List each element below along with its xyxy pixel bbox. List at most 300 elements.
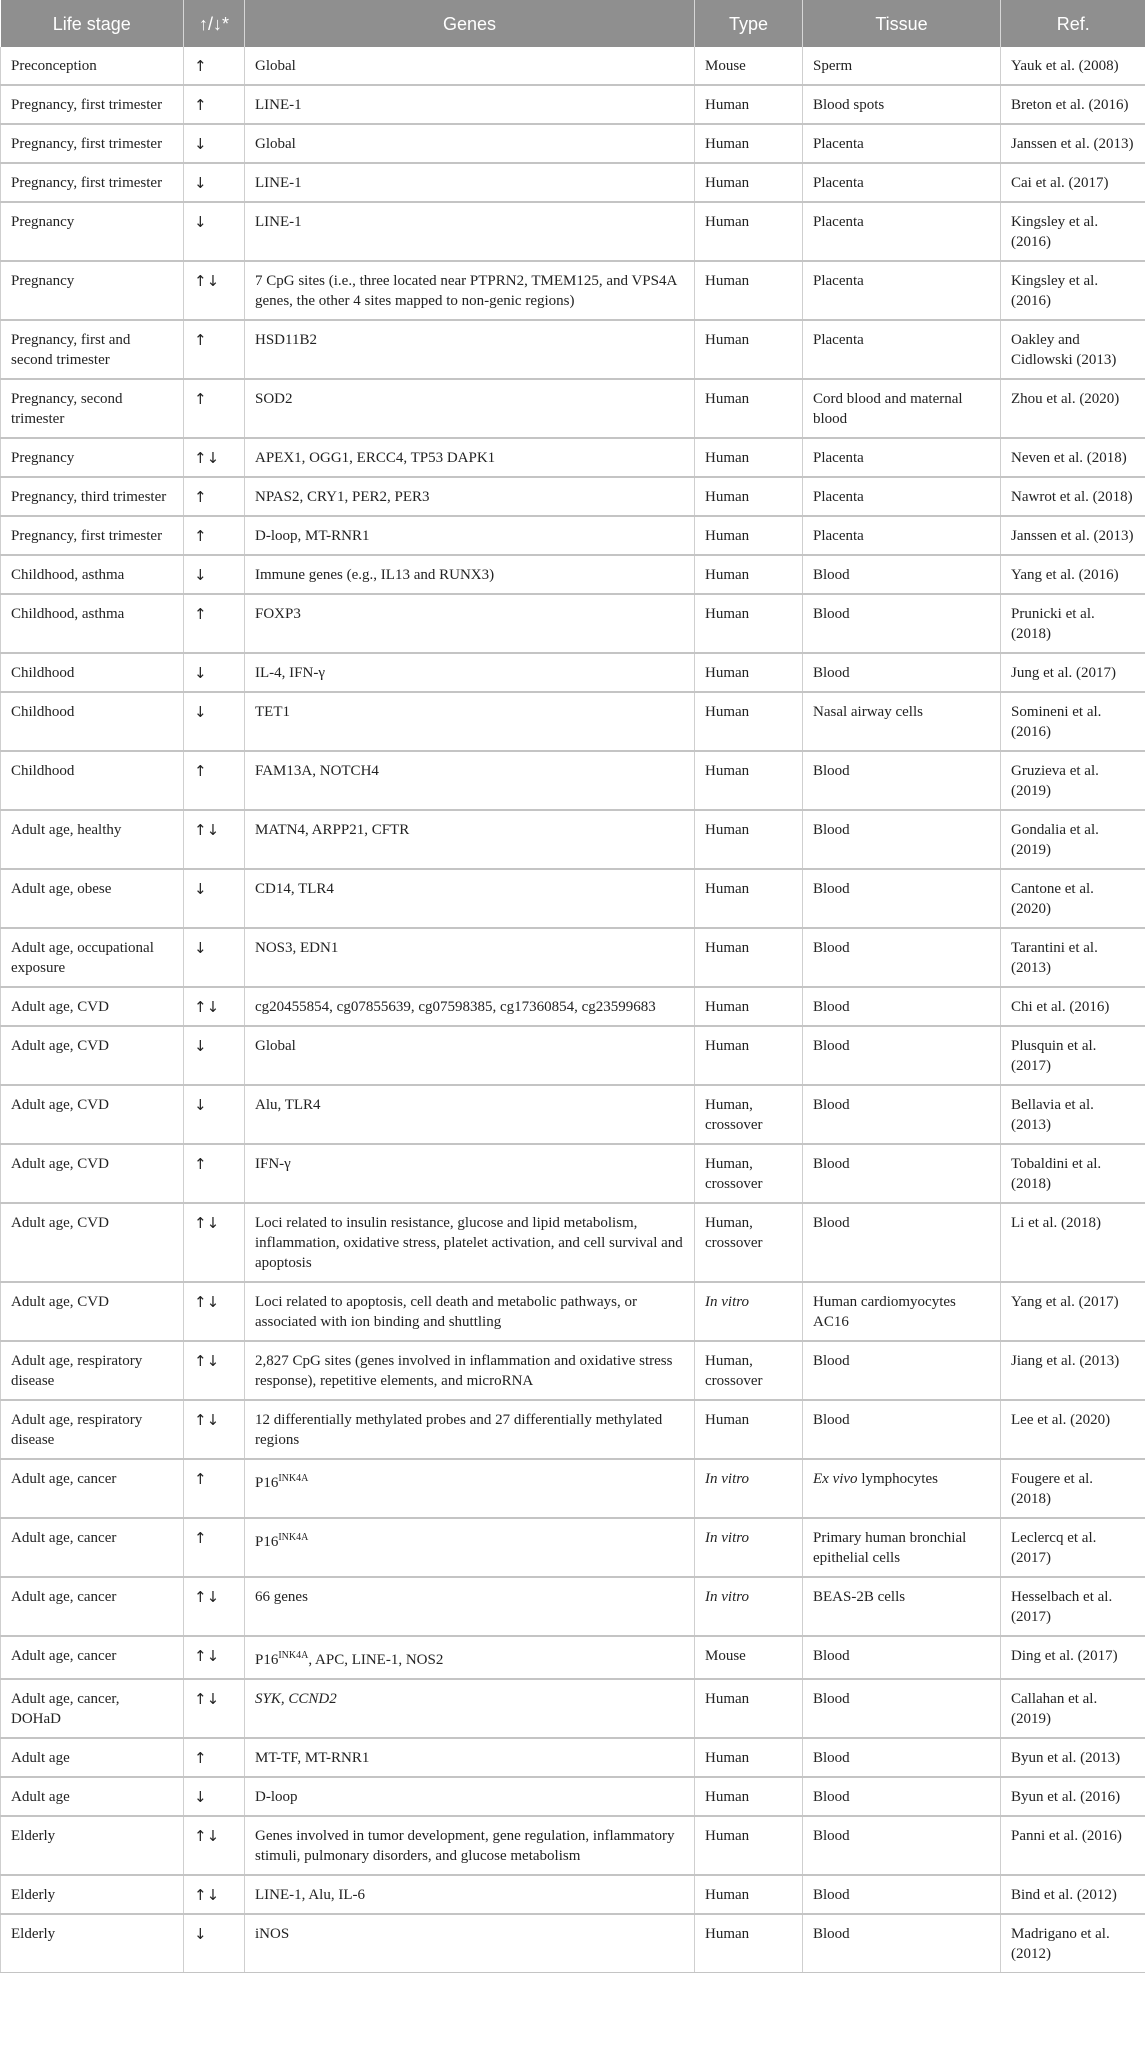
- cell-ref-text: Cantone et al. (2020): [1011, 881, 1094, 917]
- cell-life-stage: [1, 987, 184, 1026]
- cell-ref: [1001, 751, 1145, 810]
- cell-type: [695, 320, 803, 379]
- cell-life-stage: [1, 1679, 184, 1738]
- cell-tissue: [803, 1636, 1001, 1679]
- cell-genes: [245, 1577, 695, 1636]
- cell-direction-text: ↑↓: [194, 1293, 220, 1311]
- cell-tissue: [803, 653, 1001, 692]
- cell-genes-text: iNOS: [255, 1926, 290, 1942]
- cell-direction-text: ↑: [194, 57, 207, 75]
- cell-genes-text: Global: [255, 136, 296, 152]
- cell-type-text: Human: [705, 881, 750, 897]
- cell-genes: [245, 124, 695, 163]
- cell-type-text: In vitro: [705, 1471, 750, 1487]
- cell-life-stage-text: Childhood: [11, 704, 75, 720]
- cell-type-text: Human, crossover: [705, 1215, 763, 1251]
- cell-direction: [184, 810, 245, 869]
- cell-tissue: [803, 1459, 1001, 1518]
- cell-type-text: Human: [705, 489, 750, 505]
- cell-tissue-text: Blood: [813, 1353, 850, 1369]
- cell-tissue: [803, 1282, 1001, 1341]
- cell-tissue-text: Primary human bronchial epithelial cells: [813, 1530, 967, 1566]
- table-row: [1, 47, 1145, 85]
- tissue-italic-prefix: Ex vivo: [813, 1471, 858, 1487]
- cell-life-stage: [1, 379, 184, 438]
- cell-type-text: Human: [705, 1038, 750, 1054]
- cell-tissue-text: Blood: [813, 1887, 850, 1903]
- cell-tissue: [803, 1738, 1001, 1777]
- cell-genes: [245, 1282, 695, 1341]
- cell-genes-text: Loci related to apoptosis, cell death and metabolic pathways, or associated with ion binding and shuttling: [255, 1294, 637, 1330]
- cell-genes-text: LINE-1, Alu, IL-6: [255, 1887, 365, 1903]
- cell-genes-text: NOS3, EDN1: [255, 940, 339, 956]
- cell-type: [695, 1341, 803, 1400]
- cell-ref-text: Madrigano et al. (2012): [1011, 1926, 1110, 1962]
- cell-tissue-text: Blood: [813, 665, 850, 681]
- cell-ref-text: Prunicki et al. (2018): [1011, 606, 1095, 642]
- cell-direction-text: ↓: [194, 1037, 207, 1055]
- cell-type-text: Human: [705, 1926, 750, 1942]
- cell-ref: [1001, 477, 1145, 516]
- cell-type: [695, 1777, 803, 1816]
- cell-life-stage-text: Pregnancy, first trimester: [11, 175, 163, 191]
- header-life-stage: Life stage: [1, 0, 184, 47]
- cell-genes-text: APEX1, OGG1, ERCC4, TP53 DAPK1: [255, 450, 496, 466]
- cell-life-stage: [1, 653, 184, 692]
- cell-tissue-text: Placenta: [813, 175, 864, 191]
- cell-life-stage: [1, 1636, 184, 1679]
- cell-tissue: [803, 1144, 1001, 1203]
- cell-ref: [1001, 1816, 1145, 1875]
- cell-direction-text: ↓: [194, 939, 207, 957]
- cell-ref-text: Ding et al. (2017): [1011, 1648, 1118, 1664]
- cell-life-stage-text: Pregnancy, first trimester: [11, 528, 163, 544]
- table-row: [1, 1203, 1145, 1282]
- cell-ref-text: Yauk et al. (2008): [1011, 58, 1119, 74]
- cell-ref-text: Tarantini et al. (2013): [1011, 940, 1098, 976]
- cell-ref: [1001, 1459, 1145, 1518]
- table-row: [1, 692, 1145, 751]
- cell-direction: [184, 477, 245, 516]
- cell-genes-text: CD14, TLR4: [255, 881, 334, 897]
- cell-direction-text: ↑: [194, 1470, 207, 1488]
- cell-life-stage: [1, 1816, 184, 1875]
- cell-tissue: [803, 692, 1001, 751]
- cell-direction: [184, 1144, 245, 1203]
- cell-type-text: Human: [705, 999, 750, 1015]
- cell-direction-text: ↑↓: [194, 1214, 220, 1232]
- cell-life-stage: [1, 438, 184, 477]
- table-row: [1, 928, 1145, 987]
- cell-ref: [1001, 438, 1145, 477]
- cell-direction-text: ↑: [194, 331, 207, 349]
- cell-direction: [184, 928, 245, 987]
- cell-type-text: Human: [705, 822, 750, 838]
- table-row: [1, 1085, 1145, 1144]
- cell-type-text: Human, crossover: [705, 1097, 763, 1133]
- table-row: [1, 1777, 1145, 1816]
- cell-type-text: Human: [705, 704, 750, 720]
- cell-type: [695, 438, 803, 477]
- table-row: [1, 1679, 1145, 1738]
- cell-tissue-text: Blood: [813, 606, 850, 622]
- cell-life-stage-text: Adult age, cancer: [11, 1589, 117, 1605]
- cell-tissue: [803, 987, 1001, 1026]
- cell-direction-text: ↓: [194, 566, 207, 584]
- cell-life-stage-text: Adult age, CVD: [11, 1156, 109, 1172]
- cell-tissue: [803, 1085, 1001, 1144]
- cell-type: [695, 124, 803, 163]
- cell-ref-text: Chi et al. (2016): [1011, 999, 1110, 1015]
- cell-type: [695, 653, 803, 692]
- cell-genes-text: FAM13A, NOTCH4: [255, 763, 379, 779]
- cell-genes: [245, 1679, 695, 1738]
- cell-tissue-text: Blood: [813, 1691, 850, 1707]
- cell-type-text: In vitro: [705, 1294, 750, 1310]
- cell-type: [695, 1203, 803, 1282]
- cell-ref-text: Yang et al. (2017): [1011, 1294, 1119, 1310]
- header-tissue: Tissue: [803, 0, 1001, 47]
- cell-life-stage: [1, 1026, 184, 1085]
- cell-type-text: Human: [705, 665, 750, 681]
- cell-tissue-text: Cord blood and maternal blood: [813, 391, 963, 427]
- table-row: [1, 477, 1145, 516]
- cell-direction: [184, 261, 245, 320]
- table-row: [1, 438, 1145, 477]
- cell-direction: [184, 124, 245, 163]
- cell-tissue: [803, 810, 1001, 869]
- cell-direction: [184, 1085, 245, 1144]
- cell-direction: [184, 1459, 245, 1518]
- cell-tissue: [803, 261, 1001, 320]
- cell-ref: [1001, 1636, 1145, 1679]
- cell-genes-text: 66 genes: [255, 1589, 308, 1605]
- cell-direction: [184, 653, 245, 692]
- cell-genes: [245, 1341, 695, 1400]
- cell-life-stage: [1, 692, 184, 751]
- cell-direction-text: ↓: [194, 1788, 207, 1806]
- cell-direction-text: ↓: [194, 135, 207, 153]
- table-row: [1, 1914, 1145, 1973]
- cell-ref: [1001, 1914, 1145, 1973]
- cell-direction-text: ↑↓: [194, 1886, 220, 1904]
- cell-tissue: [803, 1914, 1001, 1973]
- cell-life-stage: [1, 1085, 184, 1144]
- cell-genes: [245, 202, 695, 261]
- table-row: [1, 202, 1145, 261]
- cell-genes: [245, 692, 695, 751]
- cell-life-stage-text: Elderly: [11, 1887, 56, 1903]
- cell-type: [695, 516, 803, 555]
- table-row: [1, 1577, 1145, 1636]
- cell-tissue: [803, 124, 1001, 163]
- cell-direction-text: ↑: [194, 605, 207, 623]
- cell-tissue-text: Blood spots: [813, 97, 885, 113]
- cell-genes-text: TET1: [255, 704, 290, 720]
- cell-life-stage-text: Pregnancy, second trimester: [11, 391, 123, 427]
- header-type: Type: [695, 0, 803, 47]
- cell-life-stage-text: Adult age, cancer: [11, 1530, 117, 1546]
- cell-ref-text: Oakley and Cidlowski (2013): [1011, 332, 1117, 368]
- cell-genes-text: P16: [255, 1652, 279, 1668]
- cell-type: [695, 594, 803, 653]
- cell-genes: [245, 751, 695, 810]
- cell-tissue: [803, 555, 1001, 594]
- cell-ref-text: Byun et al. (2016): [1011, 1789, 1121, 1805]
- cell-direction: [184, 869, 245, 928]
- cell-genes: [245, 1816, 695, 1875]
- cell-ref: [1001, 1875, 1145, 1914]
- cell-life-stage-text: Adult age, CVD: [11, 1097, 109, 1113]
- cell-tissue-text: Blood: [813, 1828, 850, 1844]
- cell-life-stage: [1, 47, 184, 85]
- cell-genes: [245, 1026, 695, 1085]
- cell-ref: [1001, 516, 1145, 555]
- cell-type: [695, 1144, 803, 1203]
- cell-life-stage-text: Elderly: [11, 1926, 56, 1942]
- cell-genes-text: LINE-1: [255, 214, 302, 230]
- cell-tissue-text: Blood: [813, 940, 850, 956]
- cell-direction-text: ↓: [194, 664, 207, 682]
- cell-tissue: [803, 928, 1001, 987]
- cell-ref: [1001, 1400, 1145, 1459]
- cell-type: [695, 202, 803, 261]
- cell-life-stage-text: Adult age, obese: [11, 881, 112, 897]
- cell-tissue-text: Blood: [813, 1156, 850, 1172]
- cell-tissue: [803, 1816, 1001, 1875]
- cell-type-text: Human: [705, 273, 750, 289]
- header-row: [1, 0, 1145, 47]
- cell-ref-text: Fougere et al. (2018): [1011, 1471, 1094, 1507]
- table-row: [1, 751, 1145, 810]
- cell-tissue-text: Placenta: [813, 528, 864, 544]
- cell-direction: [184, 751, 245, 810]
- cell-ref: [1001, 202, 1145, 261]
- cell-genes: [245, 1914, 695, 1973]
- cell-genes: [245, 1203, 695, 1282]
- cell-direction: [184, 1518, 245, 1577]
- cell-life-stage-text: Childhood, asthma: [11, 606, 125, 622]
- cell-life-stage: [1, 1341, 184, 1400]
- cell-type-text: Human, crossover: [705, 1156, 763, 1192]
- cell-genes: [245, 653, 695, 692]
- cell-tissue: [803, 85, 1001, 124]
- cell-ref-text: Tobaldini et al. (2018): [1011, 1156, 1102, 1192]
- cell-ref: [1001, 810, 1145, 869]
- cell-genes: [245, 85, 695, 124]
- cell-life-stage-text: Adult age, cancer, DOHaD: [11, 1691, 120, 1727]
- cell-life-stage: [1, 751, 184, 810]
- cell-ref-text: Byun et al. (2013): [1011, 1750, 1121, 1766]
- cell-type-text: Mouse: [705, 1648, 746, 1664]
- cell-genes: [245, 928, 695, 987]
- cell-ref: [1001, 1777, 1145, 1816]
- cell-type: [695, 261, 803, 320]
- cell-type-text: In vitro: [705, 1589, 750, 1605]
- cell-type-text: Human: [705, 332, 750, 348]
- cell-genes: [245, 1459, 695, 1518]
- cell-tissue: [803, 163, 1001, 202]
- table-row: [1, 163, 1145, 202]
- cell-life-stage: [1, 1518, 184, 1577]
- cell-genes-text: 7 CpG sites (i.e., three located near PTPRN2, TMEM125, and VPS4A genes, the other 4 sites mapped to non-genic regions): [255, 273, 677, 309]
- cell-direction: [184, 692, 245, 751]
- cell-ref: [1001, 594, 1145, 653]
- cell-type-text: Mouse: [705, 58, 746, 74]
- cell-direction: [184, 1914, 245, 1973]
- cell-tissue: [803, 1203, 1001, 1282]
- cell-type-text: Human: [705, 1828, 750, 1844]
- cell-ref: [1001, 163, 1145, 202]
- cell-ref: [1001, 1026, 1145, 1085]
- cell-type: [695, 1679, 803, 1738]
- header-direction: ↑/↓*: [184, 0, 245, 47]
- cell-ref: [1001, 1738, 1145, 1777]
- cell-tissue-text: Sperm: [813, 58, 853, 74]
- cell-genes: [245, 810, 695, 869]
- cell-genes-text: cg20455854, cg07855639, cg07598385, cg17360854, cg23599683: [255, 999, 656, 1015]
- cell-ref-text: Bind et al. (2012): [1011, 1887, 1117, 1903]
- cell-direction: [184, 1282, 245, 1341]
- cell-tissue: [803, 1400, 1001, 1459]
- table-row: [1, 1341, 1145, 1400]
- cell-tissue: [803, 869, 1001, 928]
- cell-direction-text: ↓: [194, 1925, 207, 1943]
- cell-direction: [184, 1026, 245, 1085]
- cell-life-stage: [1, 124, 184, 163]
- cell-direction-text: ↑↓: [194, 449, 220, 467]
- cell-genes-text: IFN-γ: [255, 1156, 291, 1172]
- cell-type-text: Human: [705, 528, 750, 544]
- cell-tissue-text: Nasal airway cells: [813, 704, 923, 720]
- cell-ref: [1001, 555, 1145, 594]
- cell-ref: [1001, 124, 1145, 163]
- cell-genes-text: HSD11B2: [255, 332, 317, 348]
- cell-ref: [1001, 1282, 1145, 1341]
- cell-life-stage: [1, 1459, 184, 1518]
- cell-tissue: [803, 751, 1001, 810]
- cell-tissue-text: Human cardiomyocytes AC16: [813, 1294, 956, 1330]
- table-row: [1, 555, 1145, 594]
- cell-direction: [184, 202, 245, 261]
- cell-genes: [245, 1144, 695, 1203]
- cell-direction: [184, 1341, 245, 1400]
- cell-tissue: [803, 594, 1001, 653]
- cell-genes-text: Global: [255, 58, 296, 74]
- cell-type-text: Human: [705, 1887, 750, 1903]
- cell-life-stage-text: Pregnancy: [11, 273, 75, 289]
- cell-type-text: Human: [705, 1412, 750, 1428]
- cell-life-stage-text: Adult age, CVD: [11, 1294, 109, 1310]
- cell-tissue: [803, 1679, 1001, 1738]
- cell-genes: [245, 1738, 695, 1777]
- table-row: [1, 85, 1145, 124]
- cell-tissue: [803, 1875, 1001, 1914]
- cell-type-text: In vitro: [705, 1530, 750, 1546]
- cell-life-stage: [1, 320, 184, 379]
- cell-type: [695, 1518, 803, 1577]
- cell-ref-text: Kingsley et al. (2016): [1011, 214, 1099, 250]
- cell-direction-text: ↑: [194, 488, 207, 506]
- table-row: [1, 1400, 1145, 1459]
- cell-ref: [1001, 1203, 1145, 1282]
- cell-direction-text: ↑↓: [194, 1411, 220, 1429]
- cell-direction: [184, 85, 245, 124]
- cell-tissue-text: Blood: [813, 999, 850, 1015]
- cell-genes: [245, 869, 695, 928]
- cell-type-text: Human: [705, 97, 750, 113]
- table-row: [1, 1816, 1145, 1875]
- cell-genes: [245, 47, 695, 85]
- cell-life-stage-text: Preconception: [11, 58, 97, 74]
- cell-genes: [245, 477, 695, 516]
- cell-life-stage: [1, 810, 184, 869]
- cell-tissue: [803, 477, 1001, 516]
- cell-tissue: [803, 1026, 1001, 1085]
- cell-ref-text: Li et al. (2018): [1011, 1215, 1101, 1231]
- cell-type: [695, 869, 803, 928]
- cell-life-stage: [1, 869, 184, 928]
- cell-direction-text: ↑↓: [194, 1827, 220, 1845]
- cell-ref-text: Yang et al. (2016): [1011, 567, 1119, 583]
- cell-life-stage: [1, 1577, 184, 1636]
- cell-tissue-text: Placenta: [813, 450, 864, 466]
- cell-life-stage: [1, 516, 184, 555]
- cell-life-stage: [1, 594, 184, 653]
- cell-ref-text: Callahan et al. (2019): [1011, 1691, 1098, 1727]
- cell-genes-text: D-loop, MT-RNR1: [255, 528, 370, 544]
- cell-ref-text: Nawrot et al. (2018): [1011, 489, 1133, 505]
- cell-direction: [184, 47, 245, 85]
- cell-genes-text: SYK, CCND2: [255, 1691, 337, 1707]
- cell-genes: [245, 1518, 695, 1577]
- cell-ref-text: Plusquin et al. (2017): [1011, 1038, 1097, 1074]
- cell-genes: [245, 1636, 695, 1679]
- cell-type: [695, 1636, 803, 1679]
- cell-ref-text: Panni et al. (2016): [1011, 1828, 1122, 1844]
- cell-ref: [1001, 261, 1145, 320]
- cell-life-stage: [1, 1144, 184, 1203]
- cell-type: [695, 85, 803, 124]
- cell-type: [695, 928, 803, 987]
- cell-genes-text: IL-4, IFN-γ: [255, 665, 325, 681]
- cell-tissue: [803, 320, 1001, 379]
- cell-life-stage-text: Adult age, CVD: [11, 1038, 109, 1054]
- cell-tissue-text: Blood: [813, 1412, 850, 1428]
- cell-direction-text: ↑: [194, 527, 207, 545]
- cell-ref: [1001, 47, 1145, 85]
- cell-life-stage: [1, 1203, 184, 1282]
- cell-tissue-text: Ex vivo lymphocytes: [813, 1471, 938, 1487]
- cell-life-stage: [1, 928, 184, 987]
- cell-tissue-text: Placenta: [813, 489, 864, 505]
- cell-ref: [1001, 1341, 1145, 1400]
- cell-ref: [1001, 653, 1145, 692]
- cell-life-stage: [1, 477, 184, 516]
- cell-tissue: [803, 47, 1001, 85]
- cell-ref-text: Cai et al. (2017): [1011, 175, 1109, 191]
- cell-life-stage-text: Adult age, cancer: [11, 1471, 117, 1487]
- cell-life-stage: [1, 202, 184, 261]
- cell-type: [695, 163, 803, 202]
- cell-type: [695, 477, 803, 516]
- cell-type-text: Human: [705, 1789, 750, 1805]
- table-row: [1, 124, 1145, 163]
- cell-life-stage-text: Adult age, healthy: [11, 822, 122, 838]
- cell-life-stage: [1, 1914, 184, 1973]
- cell-type: [695, 1085, 803, 1144]
- cell-genes: [245, 163, 695, 202]
